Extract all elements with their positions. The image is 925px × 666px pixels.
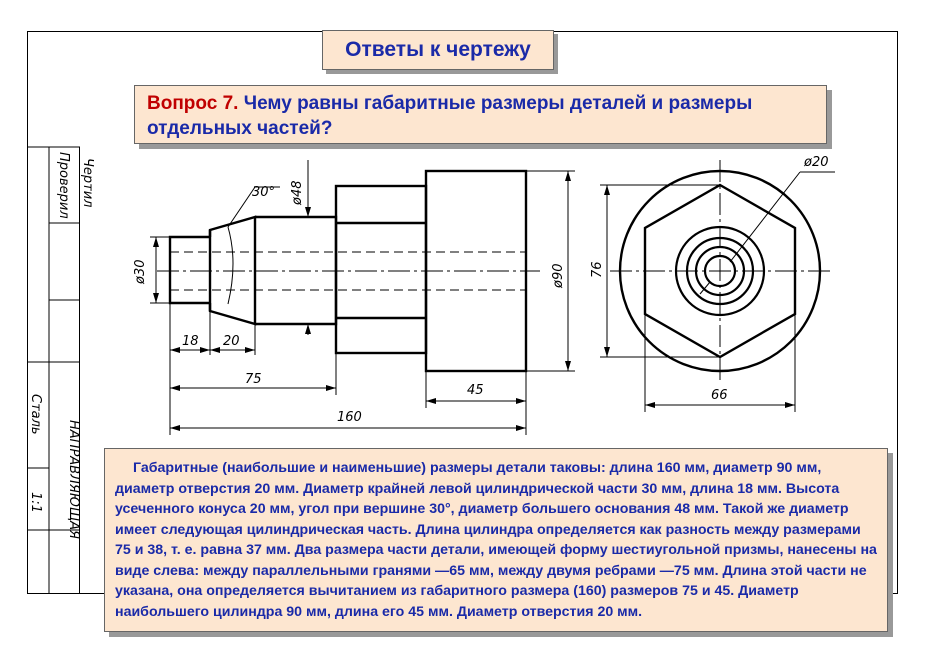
dim-d30: ø30 bbox=[133, 259, 148, 284]
slide-title: Ответы к чертежу bbox=[322, 30, 554, 70]
question-text: Чему равны габаритные размеры деталей и размеры отдельных частей? bbox=[147, 93, 753, 139]
dim-20: 20 bbox=[223, 334, 240, 349]
dim-76: 76 bbox=[590, 261, 605, 278]
stamp-scale: 1:1 bbox=[28, 492, 43, 513]
dim-18: 18 bbox=[182, 334, 199, 349]
question-number: Вопрос 7. bbox=[147, 93, 239, 114]
side-view bbox=[600, 160, 835, 412]
dim-hole: ø20 bbox=[804, 155, 829, 170]
question-box bbox=[134, 85, 827, 144]
dim-45: 45 bbox=[467, 383, 484, 398]
stamp-drew: Чертил bbox=[80, 158, 95, 208]
dim-d48: ø48 bbox=[290, 180, 305, 205]
dim-160: 160 bbox=[337, 410, 362, 425]
dim-66: 66 bbox=[711, 388, 728, 403]
dim-d90: ø90 bbox=[551, 263, 566, 288]
stamp-part-name: НАПРАВЛЯЮЩАЯ bbox=[66, 420, 81, 540]
stamp-checked: Проверил bbox=[56, 152, 71, 219]
dim-75: 75 bbox=[245, 372, 262, 387]
dimension-lines bbox=[150, 160, 575, 435]
dim-angle: 30° bbox=[252, 185, 276, 200]
stamp-material: Сталь bbox=[28, 394, 43, 435]
answer-text: Габаритные (наибольшие и наименьшие) размеры детали таковы: длина 160 мм, диаметр 90 мм, диаметр отверстия 20 мм. Диаметр крайней левой цилиндрической части 30 мм, длина 18 мм. Высота усеченного конуса 20 мм, угол при вершине 30°, диаметр большего основания 48 мм. Такой же диаметр имеет следующая цилиндрическая часть. Длина цилиндра определяется как разность между размерами 75 и 38, т. е. равна 37 мм. Два размера части детали, имеющей форму шестиугольной призмы, нанесены на виде слева: между параллельными гранями —65 мм, между двумя ребрами —75 мм. Длина этой части не указана, она определяется вычитанием из габаритного размера (160) размеров 75 и 45. Диаметр наибольшего цилиндра 90 мм, длина его 45 мм. Диаметр отверстия 20 мм. bbox=[104, 448, 888, 632]
